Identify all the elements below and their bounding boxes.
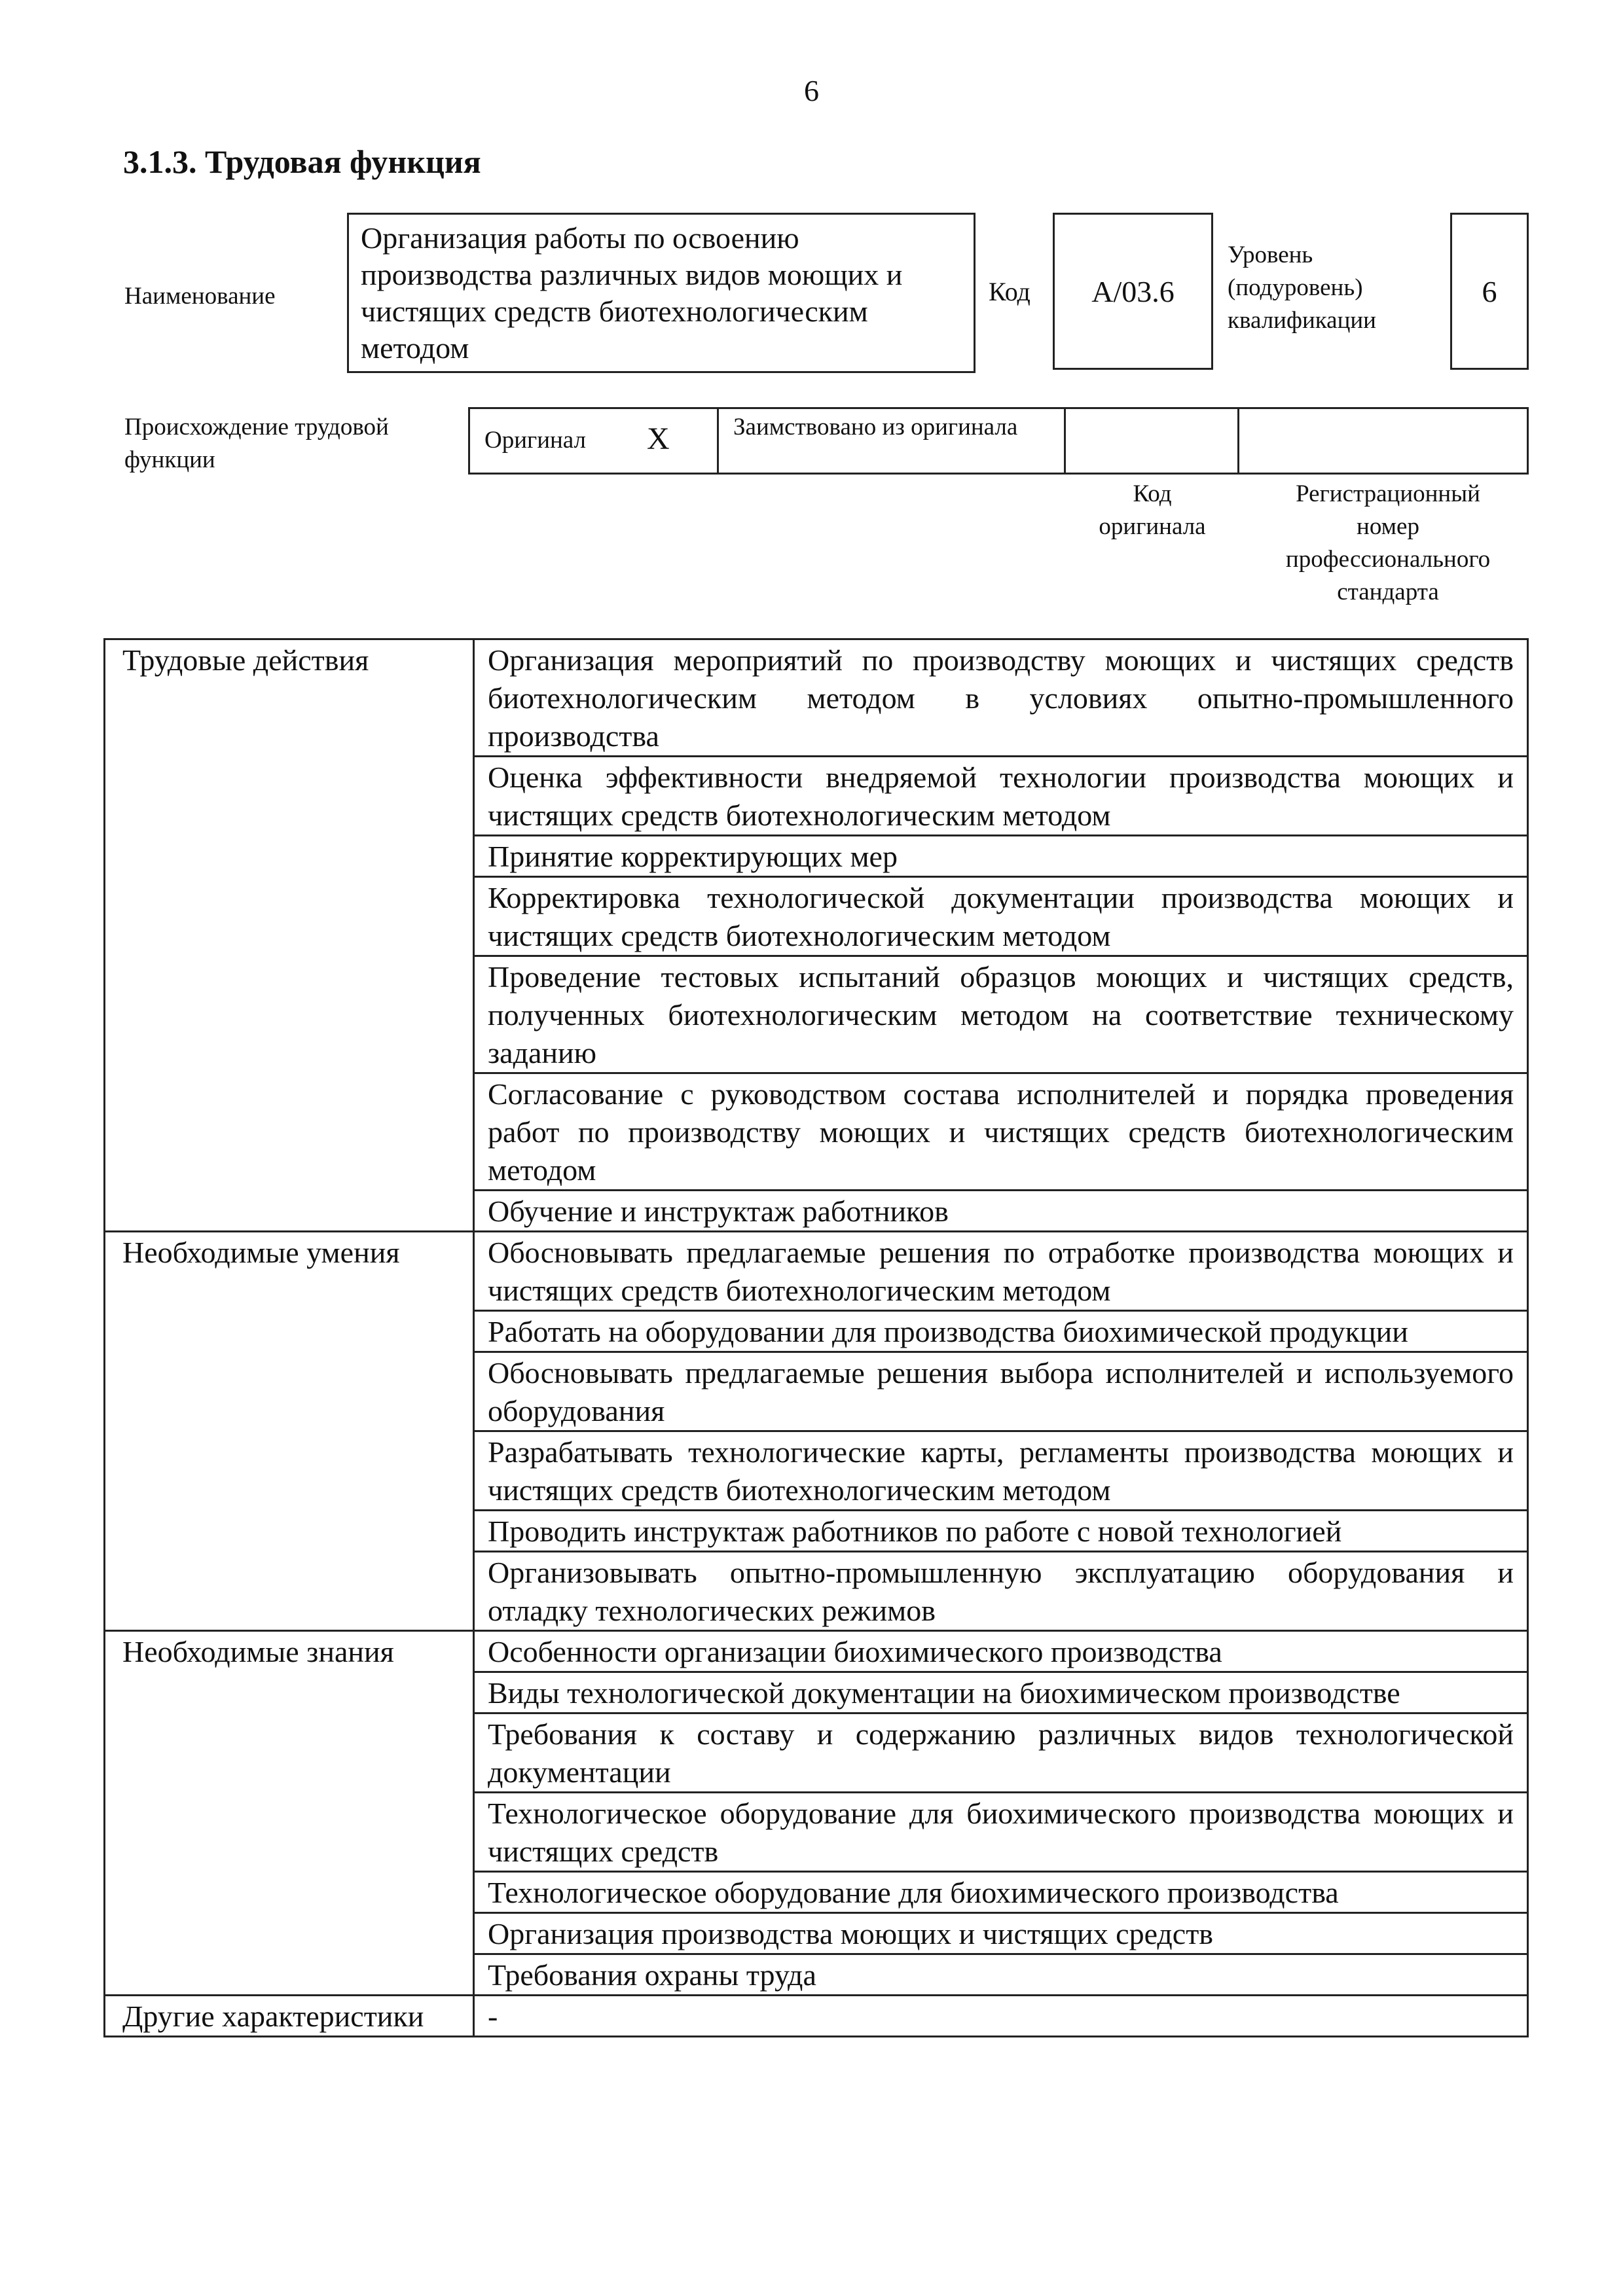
labor-action-item: Согласование с руководством состава исполнителей и порядка проведения работ по производству моющих и чистящих средств биотехнологическим методом (474, 1073, 1528, 1191)
knowledge-item: Виды технологической документации на биохимическом производстве (474, 1672, 1528, 1713)
skill-item: Обосновывать предлагаемые решения выбора исполнителей и используемого оборудования (474, 1352, 1528, 1431)
required-skills-label: Необходимые умения (105, 1232, 474, 1631)
caption-line: профессионального (1285, 546, 1491, 573)
table-row (105, 639, 1528, 757)
code-box (1053, 213, 1213, 370)
code-label: Код (989, 277, 1030, 306)
labor-action-item: Организация мероприятий по производству моющих и чистящих средств биотехнологическим методом в условиях опытно-промышленного производства (474, 639, 1528, 757)
knowledge-item: Технологическое оборудование для биохимического производства (474, 1872, 1528, 1913)
origin-original-mark: X (647, 422, 670, 456)
knowledge-item: Требования охраны труда (474, 1954, 1528, 1996)
origin-code-caption (1064, 478, 1241, 543)
name-label: Наименование (124, 283, 276, 310)
labor-actions-label: Трудовые действия (105, 639, 474, 1232)
knowledge-item: Особенности организации биохимического производства (474, 1631, 1528, 1672)
caption-line: номер (1357, 513, 1419, 540)
origin-code-cell (1066, 409, 1239, 473)
origin-reg-caption (1247, 478, 1529, 609)
skill-item: Разрабатывать технологические карты, регламенты производства моющих и чистящих средств биотехнологическим методом (474, 1431, 1528, 1511)
page-number: 6 (804, 74, 819, 107)
function-name-box (347, 213, 976, 373)
skill-item: Обосновывать предлагаемые решения по отработке производства моющих и чистящих средств биотехнологическим методом (474, 1232, 1528, 1311)
labor-action-item: Проведение тестовых испытаний образцов моющих и чистящих средств, полученных биотехнологическим методом на соответствие техническому заданию (474, 956, 1528, 1073)
caption-line: оригинала (1099, 513, 1206, 540)
skill-item: Организовывать опытно-промышленную эксплуатацию оборудования и отладку технологических режимов (474, 1552, 1528, 1631)
origin-original-label: Оригинал (484, 427, 587, 454)
other-characteristics-label: Другие характеристики (105, 1996, 474, 2037)
origin-table (468, 407, 1529, 475)
section-title: 3.1.3. Трудовая функция (123, 143, 481, 180)
origin-reg-number-cell (1239, 409, 1527, 473)
required-knowledge-label: Необходимые знания (105, 1631, 474, 1996)
labor-action-item: Оценка эффективности внедряемой технологии производства моющих и чистящих средств биотехнологическим методом (474, 757, 1528, 836)
skill-item: Проводить инструктаж работников по работе с новой технологией (474, 1511, 1528, 1552)
function-details-table (103, 638, 1529, 2037)
level-label-line: квалификации (1228, 307, 1376, 334)
origin-label: Происхождение трудовой функции (124, 414, 389, 473)
table-row (105, 1631, 1528, 1672)
caption-line: стандарта (1337, 579, 1439, 605)
level-label (1228, 239, 1376, 337)
origin-original-cell (470, 409, 719, 473)
level-label-line: Уровень (1228, 242, 1313, 268)
labor-action-item: Обучение и инструктаж работников (474, 1191, 1528, 1232)
caption-line: Регистрационный (1296, 480, 1480, 507)
other-characteristics-value: - (474, 1996, 1528, 2037)
origin-borrowed-cell (719, 409, 1066, 473)
skill-item: Работать на оборудовании для производства биохимической продукции (474, 1311, 1528, 1352)
knowledge-item: Организация производства моющих и чистящих средств (474, 1913, 1528, 1954)
function-name: Организация работы по освоению производства различных видов моющих и чистящих средств биотехнологическим методом (361, 221, 903, 365)
knowledge-item: Технологическое оборудование для биохимического производства моющих и чистящих средств (474, 1793, 1528, 1872)
knowledge-item: Требования к составу и содержанию различных видов технологической документации (474, 1713, 1528, 1793)
table-row (105, 1996, 1528, 2037)
level-value: 6 (1482, 274, 1497, 308)
level-box (1450, 213, 1529, 370)
labor-action-item: Принятие корректирующих мер (474, 836, 1528, 877)
labor-action-item: Корректировка технологической документации производства моющих и чистящих средств биотехнологическим методом (474, 877, 1528, 956)
table-row (105, 1232, 1528, 1311)
caption-line: Код (1133, 480, 1172, 507)
code-value: А/03.6 (1091, 274, 1175, 308)
origin-borrowed-label: Заимствовано из оригинала (733, 414, 1018, 440)
level-label-line: (подуровень) (1228, 274, 1363, 301)
